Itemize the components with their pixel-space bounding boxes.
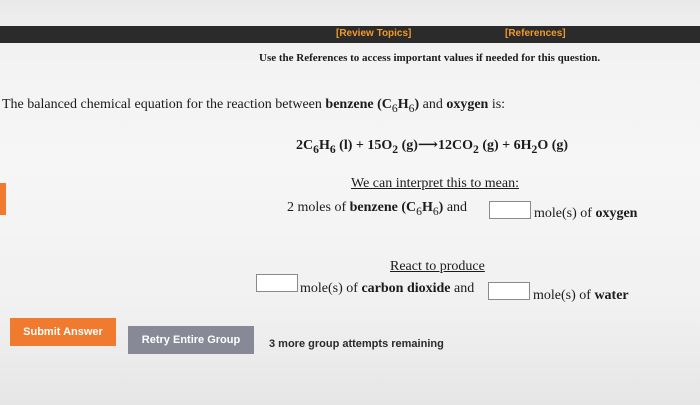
interpret-formula-close: ) <box>438 200 444 215</box>
top-bar <box>0 26 700 43</box>
interpret-and: and <box>443 200 468 215</box>
submit-answer-button[interactable]: Submit Answer <box>10 318 116 346</box>
attempts-remaining: 3 more group attempts remaining <box>269 338 444 350</box>
prompt-h-sub: 6 <box>408 101 415 115</box>
oxygen-label <box>534 206 637 222</box>
eq-r1-h-sub: 6 <box>329 142 336 156</box>
prompt-c-sub: 6 <box>391 101 398 115</box>
interpret-formula-open: (C <box>397 200 417 215</box>
water-label <box>533 288 629 304</box>
interpret-c-sub: 6 <box>416 204 422 218</box>
prompt-formula-open: (C <box>373 97 392 112</box>
water-moles-input[interactable] <box>488 282 530 300</box>
question-prompt <box>2 97 505 115</box>
oxygen-moles-input[interactable] <box>489 201 531 219</box>
eq-p2-state: O (g) <box>537 138 569 153</box>
balanced-equation <box>296 137 568 156</box>
reaction-arrow: ⟶ <box>417 138 438 153</box>
eq-r1-state: (l) + 15O <box>335 138 393 153</box>
interpret-row <box>287 200 467 218</box>
eq-r2-state: (g) <box>398 138 418 153</box>
eq-p2-h-sub: 2 <box>531 142 538 156</box>
references-notice: Use the References to access important values if needed for this question. <box>259 52 601 64</box>
prompt-oxygen: oxygen <box>446 97 489 112</box>
prompt-benzene: benzene <box>325 97 374 112</box>
oxygen-label-prefix: mole(s) of <box>534 206 596 221</box>
interpret-benzene: benzene <box>349 200 398 215</box>
interpret-heading: We can interpret this to mean: <box>351 176 519 191</box>
eq-r1-c-sub: 6 <box>313 142 319 156</box>
prompt-h: H <box>397 97 409 112</box>
eq-r2-o-sub: 2 <box>392 142 399 156</box>
eq-r1-pre: 2C <box>296 138 314 153</box>
co2-label <box>300 281 474 297</box>
prompt-formula-close: ) <box>414 97 420 112</box>
prompt-and: and <box>419 97 447 112</box>
review-topics-link[interactable]: [Review Topics] <box>336 28 412 39</box>
water-label-prefix: mole(s) of <box>533 288 595 303</box>
prompt-intro: The balanced chemical equation for the reaction between <box>2 97 326 112</box>
co2-moles-input[interactable] <box>256 274 298 292</box>
eq-p1-o-sub: 2 <box>473 142 479 156</box>
eq-p1-pre: 12CO <box>438 138 473 153</box>
interpret-h: H <box>421 200 433 215</box>
react-heading: React to produce <box>390 259 485 274</box>
interpret-h-sub: 6 <box>432 204 439 218</box>
interpret-prefix: 2 moles of <box>287 200 350 215</box>
co2-label-word: carbon dioxide <box>361 281 451 296</box>
oxygen-label-word: oxygen <box>595 206 638 221</box>
prompt-is: is: <box>488 97 506 112</box>
left-edge-tab <box>0 183 6 215</box>
water-label-word: water <box>594 288 629 303</box>
references-link[interactable]: [References] <box>505 28 566 39</box>
co2-and: and <box>450 281 475 296</box>
eq-p1-state: (g) + 6H <box>478 138 532 153</box>
co2-label-prefix: mole(s) of <box>300 281 362 296</box>
eq-r1-h: H <box>318 138 330 153</box>
retry-group-button[interactable]: Retry Entire Group <box>128 326 254 354</box>
